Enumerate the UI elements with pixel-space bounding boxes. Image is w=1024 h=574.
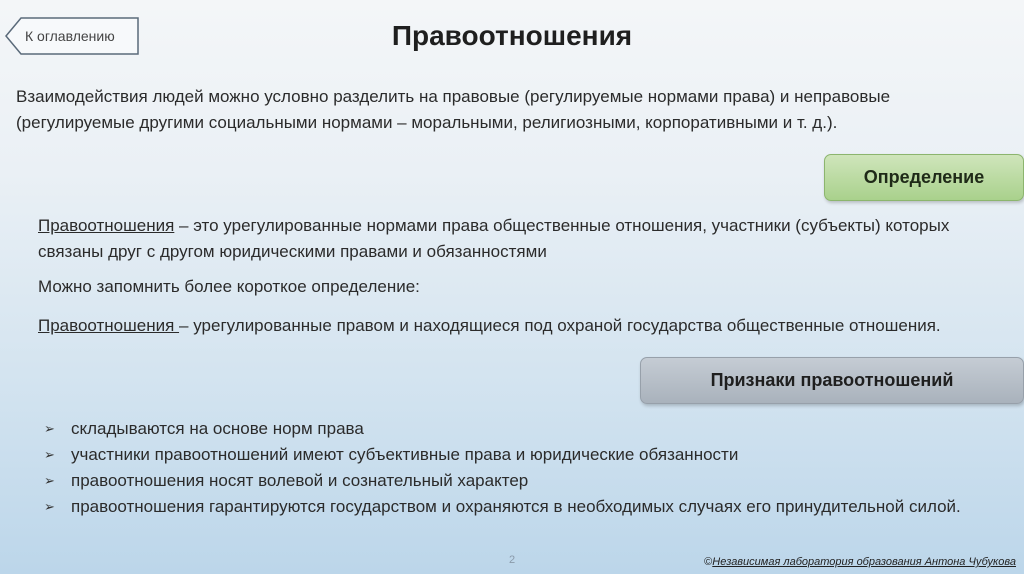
short-definition-term: Правоотношения xyxy=(38,316,180,335)
list-item xyxy=(44,494,1004,520)
page-number: 2 xyxy=(508,554,516,566)
features-button[interactable] xyxy=(640,357,1024,404)
short-definition-paragraph xyxy=(38,313,998,339)
page-title: Правоотношения xyxy=(391,20,633,51)
features-list xyxy=(44,416,1004,520)
bullet-arrow-icon: ➢ xyxy=(44,473,55,488)
intro-paragraph: Взаимодействия людей можно условно разделить на правовые (регулируемые нормами права) и неправовые (регулируемые другими социальными нормами – моральными, религиозными, корпоративными и т. д.). xyxy=(16,87,891,132)
copyright-symbol: © xyxy=(704,556,713,568)
short-definition-text: – урегулированные правом и находящиеся под охраной государства общественные отношения. xyxy=(179,316,941,335)
definition-text: – это урегулированные нормами права общественные отношения, участники (субъекты) которых связаны друг с другом юридическими правами и обязанностями xyxy=(38,216,950,261)
copyright-footer xyxy=(704,556,1016,568)
bullet-arrow-icon: ➢ xyxy=(44,499,55,514)
definition-paragraph xyxy=(38,213,998,265)
feature-text: участники правоотношений имеют субъективные права и юридические обязанности xyxy=(71,445,739,464)
short-definition-intro: Можно запомнить более короткое определение: xyxy=(38,277,420,296)
list-item xyxy=(44,416,1004,442)
list-item xyxy=(44,442,1004,468)
feature-text: складываются на основе норм права xyxy=(71,419,364,438)
bullet-arrow-icon: ➢ xyxy=(44,421,55,436)
feature-text: правоотношения гарантируются государством и охраняются в необходимых случаях его принудительной силой. xyxy=(71,497,961,516)
bullet-arrow-icon: ➢ xyxy=(44,447,55,462)
back-button-label: К оглавлению xyxy=(25,28,115,44)
definition-button-label: Определение xyxy=(863,167,985,187)
definition-term: Правоотношения xyxy=(38,216,175,235)
definition-button[interactable] xyxy=(824,154,1024,201)
copyright-link[interactable]: Независимая лаборатория образования Антона Чубукова xyxy=(712,556,1016,568)
feature-text: правоотношения носят волевой и сознательный характер xyxy=(71,471,529,490)
features-button-label: Признаки правоотношений xyxy=(710,370,954,390)
list-item xyxy=(44,468,1004,494)
